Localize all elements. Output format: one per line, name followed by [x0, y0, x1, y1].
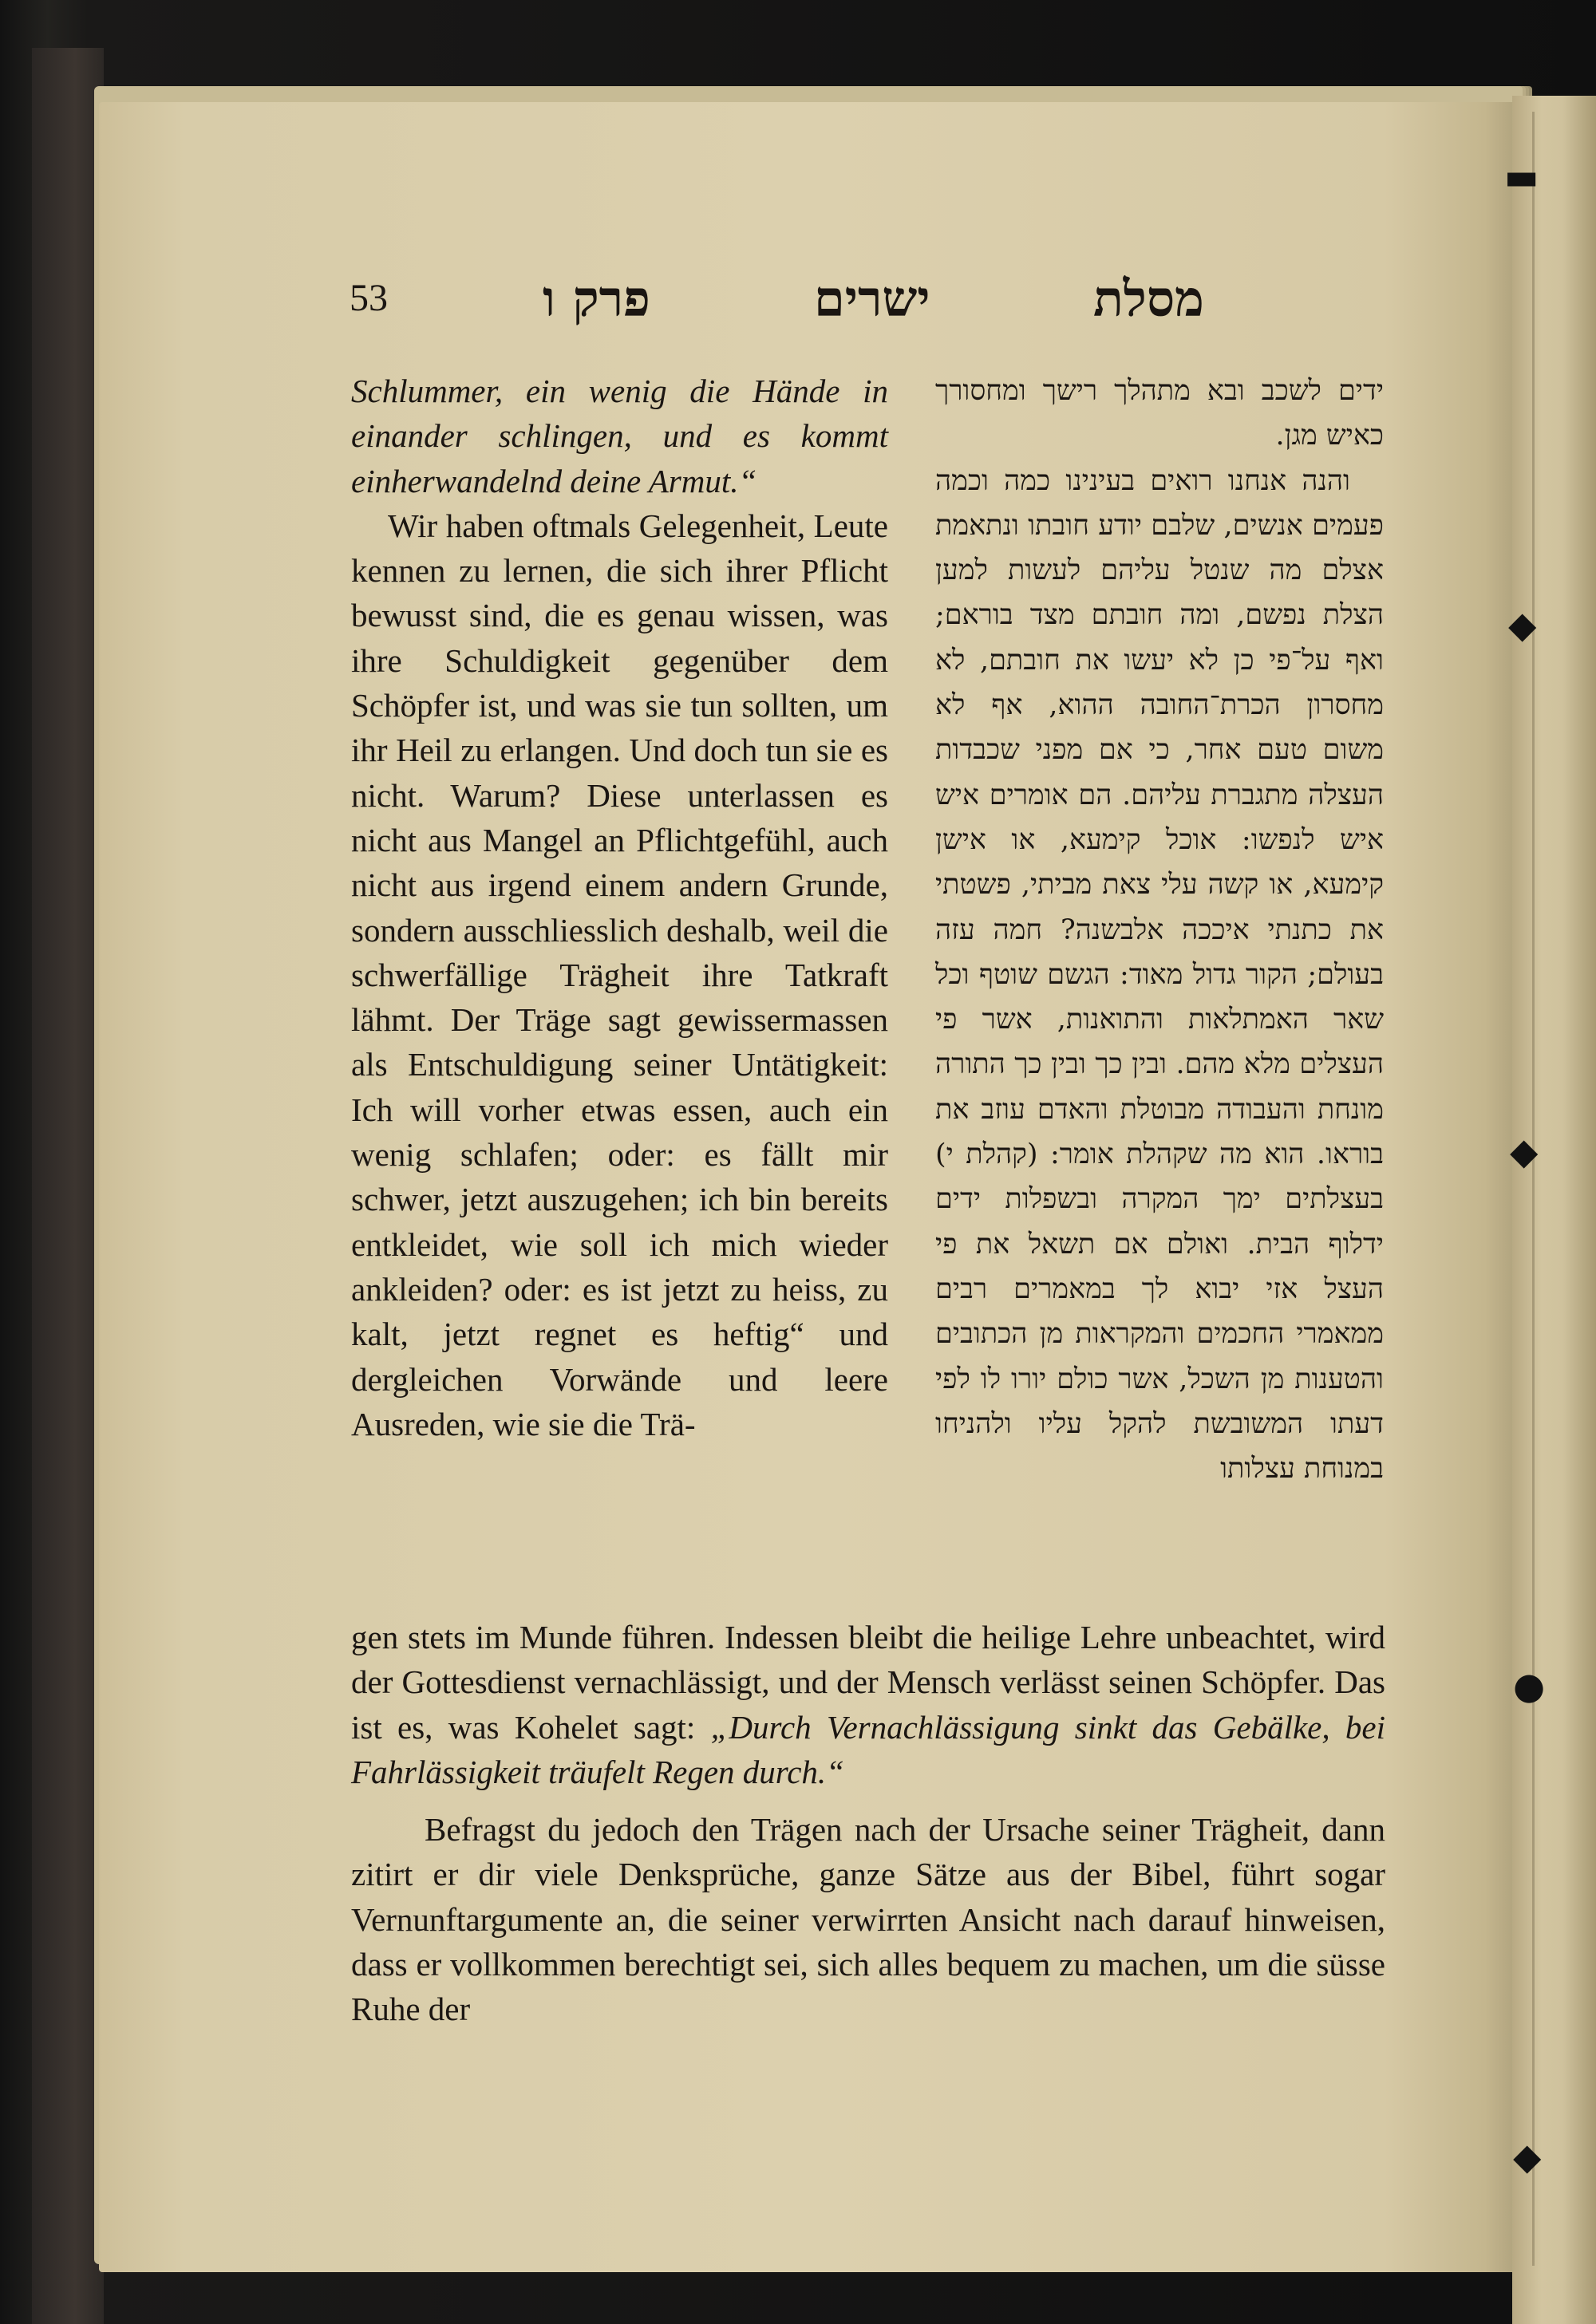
- running-head-chapter: פרק ו: [543, 270, 650, 328]
- german-continuation-paragraph: [351, 1615, 1385, 1794]
- running-head-yesharim: ישרים: [814, 270, 930, 328]
- binding-mark-icon: ▬: [1504, 155, 1539, 198]
- book-gutter: [1512, 96, 1596, 2324]
- binding-mark-icon: ◆: [1510, 1130, 1539, 1173]
- german-paragraph-two: Befragst du jedoch den Trägen nach der Ursache seiner Trägheit, dann zitirt er dir viele Denksprüche, ganze Sätze aus der Bibel, führt sogar Vernunftargumente an, die seiner verwirrten Ansicht nach darauf hinweisen, dass er vollkommen berechtigt sei, sich alles bequem zu machen, um die süsse Ruhe der: [351, 1811, 1385, 2028]
- hebrew-paragraph: והנה אנחנו רואים בעינינו כמה וכמה פעמים אנשים, שלבם יודע חובתו ונתאמת אצלם מה שנטל עליהם לעשות למען הצלת נפשם, ומה חובתם מצד בוראם; ואף על־פי כן לא יעשו את חובתם, לא מחסרון הכרת־החובה ההוא, אף לא משום טעם אחר, כי אם מפני שכבדות העצלה מתגברת עליהם. הם אומרים איש איש לנפשו: אוכל קימעא, או אישן קימעא, או קשה עלי צאת מביתי, פשטתי את כתנתי איככה אלבשנה? חמה עזה בעולם; הקור גדול מאוד: הגשם שוטף וכל שאר האמתלאות והתואנות, אשר פי העצלים מלא מהם. ובין כך ובין כך התורה מונחת והעבודה מבוטלת והאדם עוזב את בוראו. הוא מה שקהלת אומר: (קהלת י) בעצלתים ימך המקרה ובשפלות ידים ידלוף הבית. ואולם אם תשאל את פי העצל אזי יבוא לך במאמרים רבים ממאמרי החכמים והמקראות מן הכתובים והטענות מן השכל, אשר כולם יורו לו לפי דעתו המשובשת להקל עליו ולהניחו במנוחת עצלותו: [935, 464, 1384, 1486]
- german-translation-column: [351, 369, 888, 1446]
- gutter-fold-line: [1532, 112, 1535, 2266]
- kohelet-quote: „Durch Vernachlässigung sinkt das Gebälke, bei Fahrlässigkeit träufelt Regen durch.“: [351, 1708, 1385, 1790]
- page-number: 53: [350, 277, 388, 319]
- hebrew-text-column: [935, 369, 1384, 1491]
- german-paragraph: Wir haben oftmals Gelegenheit, Leute kennen zu lernen, die sich ihrer Pflicht bewusst sind, die es genau wissen, was ihre Schuldigkeit gegenüber dem Schöpfer ist, und was sie tun sollten, um ihr Heil zu erlangen. Und doch tun sie es nicht. Warum? Diese unterlassen es nicht aus Mangel an Pflichtgefühl, auch nicht aus irgend einem andern Grunde, sondern ausschliesslich deshalb, weil die schwerfällige Trägheit ihre Tatkraft lähmt. Der Träge sagt gewissermassen als Entschuldigung seiner Untätigkeit: Ich will vorher etwas essen, auch ein wenig schlafen; oder: es fällt mir schwer, jetzt auszugehen; ich bin bereits entkleidet, wie soll ich mich wieder ankleiden? oder: es ist jetzt zu heiss, zu kalt, jetzt regnet es heftig“ und dergleichen Vorwände und leere Ausreden, wie sie die Trä-: [351, 507, 888, 1442]
- book-cover-edge: [32, 48, 104, 2324]
- binding-mark-icon: ◆: [1508, 603, 1537, 646]
- binding-mark-icon: ◆: [1513, 2135, 1542, 2178]
- german-quote-ending: Schlummer, ein wenig die Hände in einander schlingen, und es kommt einherwandelnd deine Armut.“: [351, 373, 888, 499]
- german-continuation: gen stets im Munde führen. Indessen bleibt die heilige Lehre unbeachtet, wird der Gottesdienst vernachlässigt, und der Mensch verlässt seinen Schöpfer. Das ist es, was Kohelet sagt:: [351, 1619, 1385, 1746]
- german-full-width-text: [351, 1615, 1385, 2032]
- binding-mark-icon: ●: [1513, 1664, 1546, 1707]
- running-head-mesilat: מסלת: [1093, 270, 1204, 328]
- hebrew-quote-ending: ידים לשכב ובא מתהלך רישך ומחסורך כאיש מגן.: [935, 375, 1384, 452]
